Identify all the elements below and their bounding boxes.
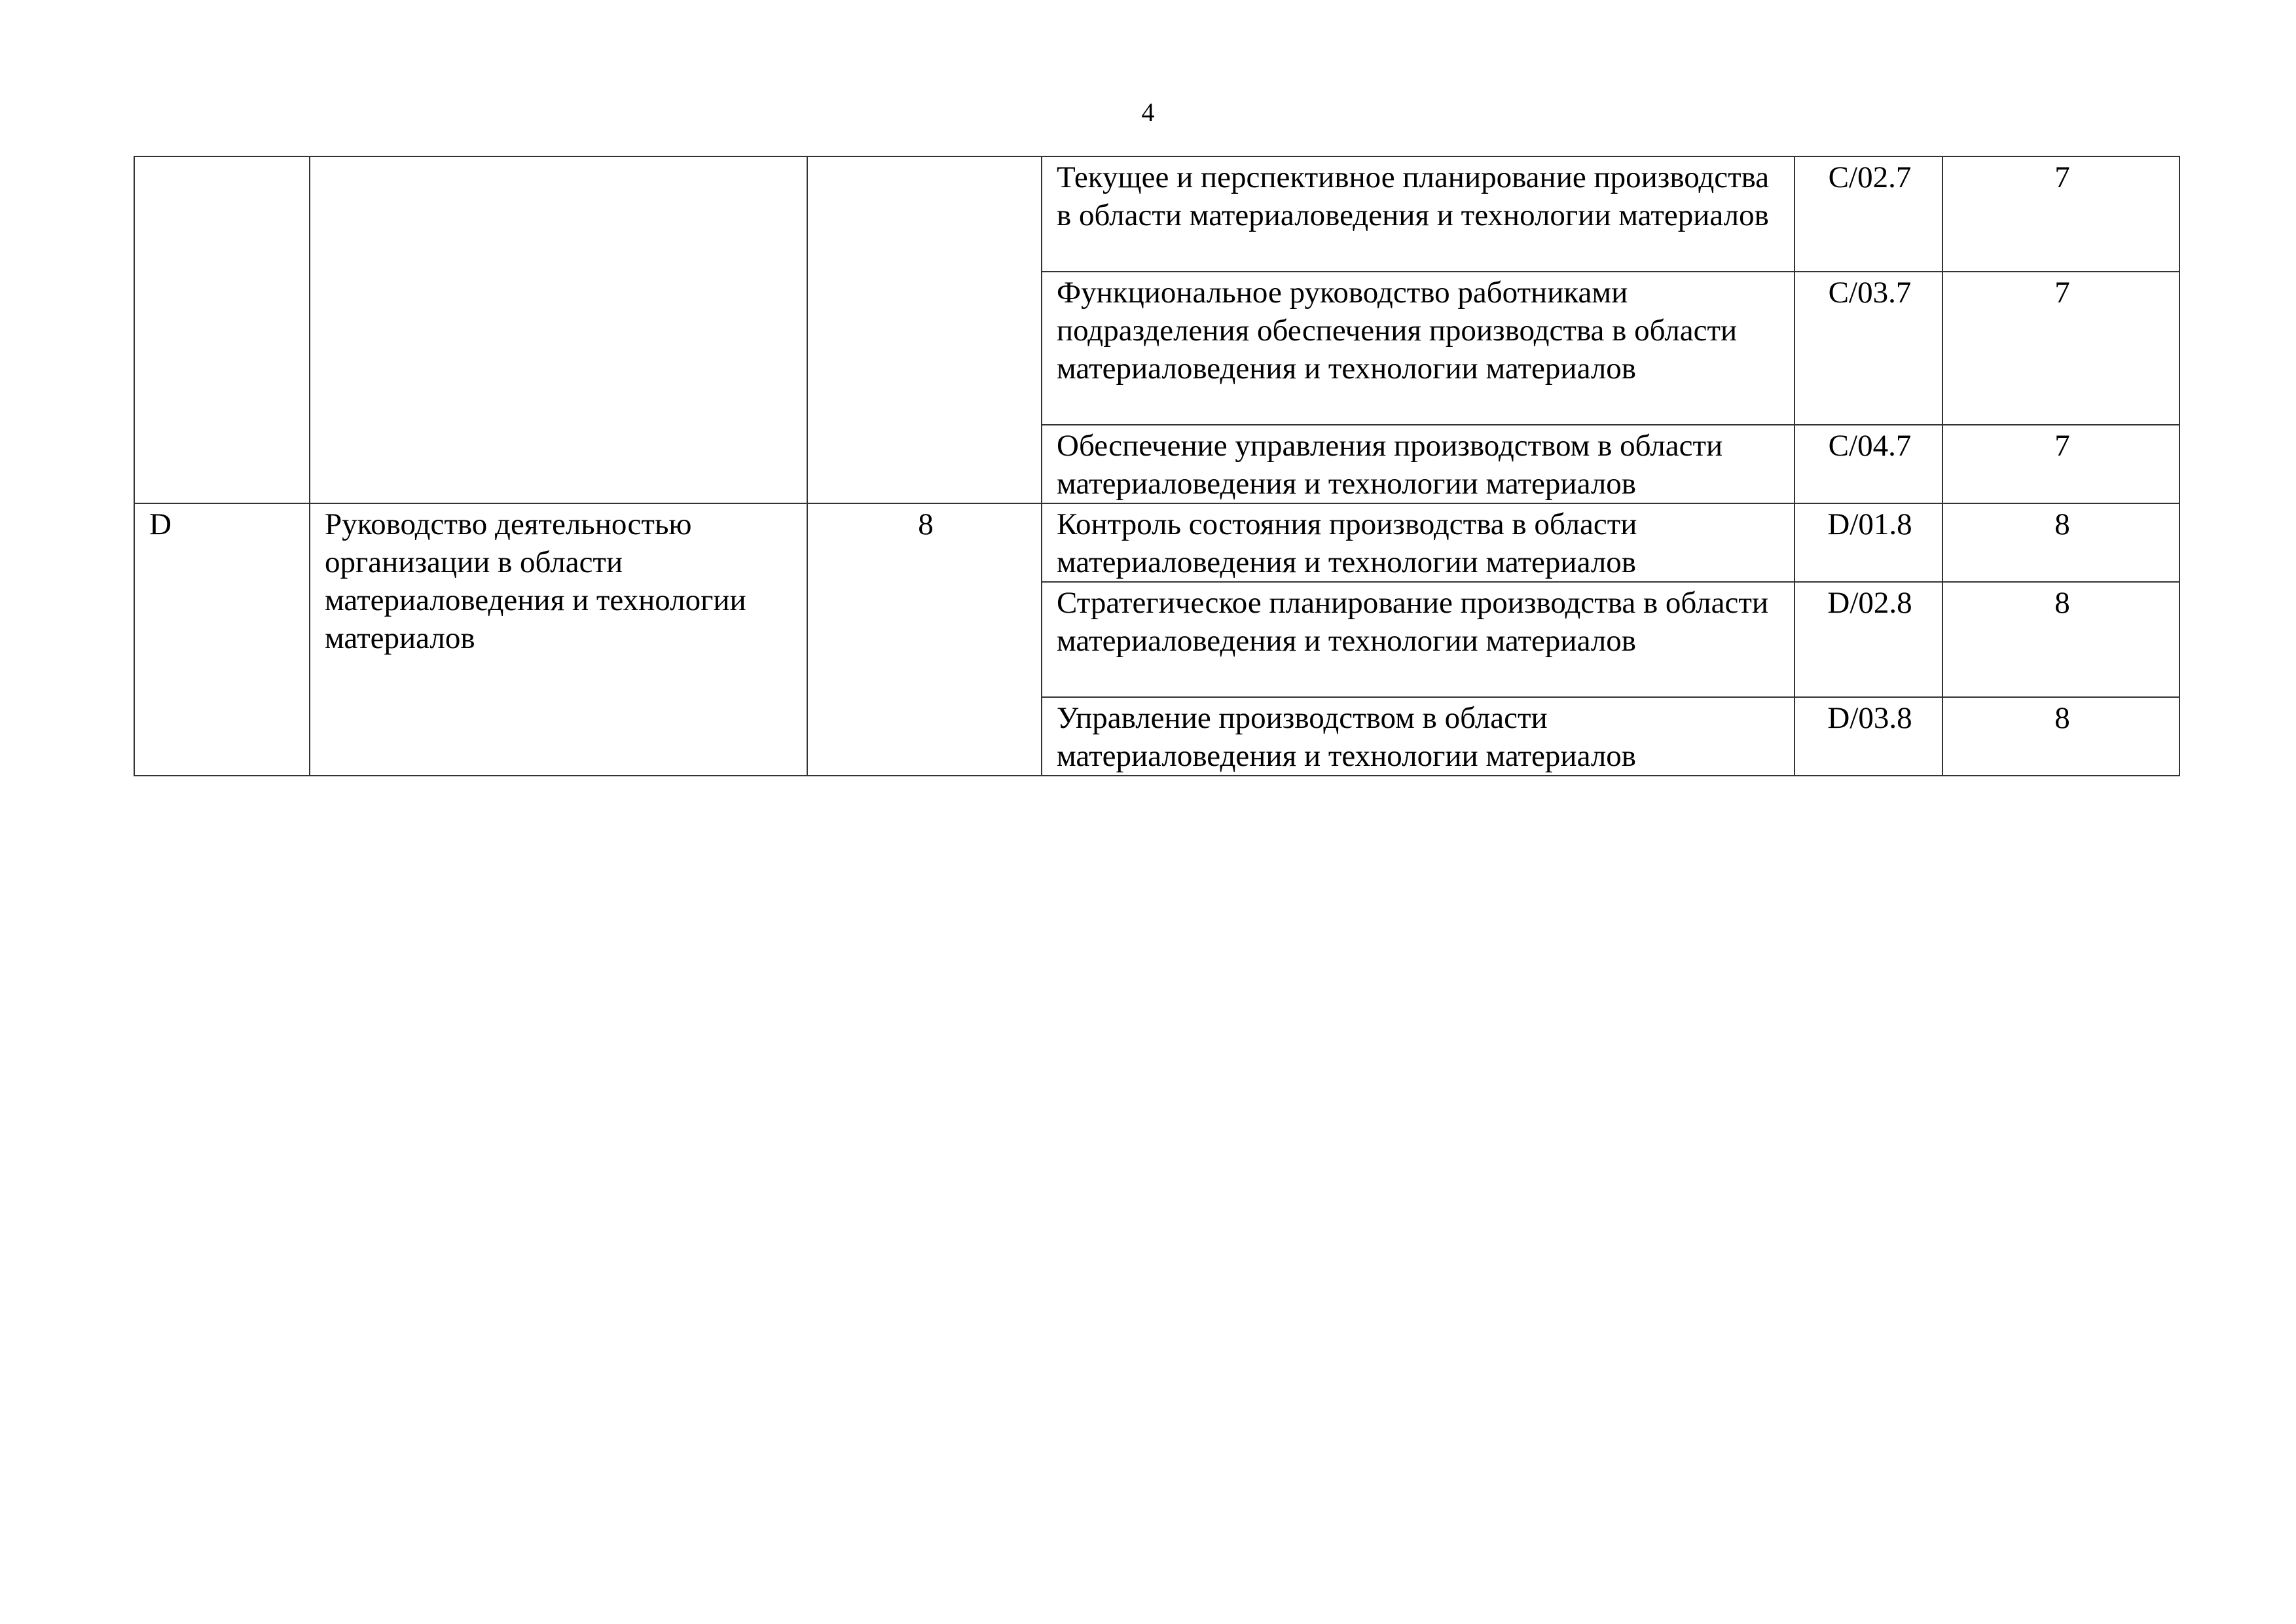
page-number: 4 bbox=[1141, 98, 1155, 127]
group-name-cell: Руководство деятельностью организации в области материаловедения и технологии материалов bbox=[310, 503, 807, 776]
function-level-cell: 8 bbox=[1942, 697, 2179, 776]
function-level-cell: 7 bbox=[1942, 272, 2179, 425]
function-level-cell: 8 bbox=[1942, 503, 2179, 582]
function-name-cell: Текущее и перспективное планирование производства в области материаловедения и технологии материалов bbox=[1042, 156, 1795, 272]
function-code-cell: C/02.7 bbox=[1795, 156, 1942, 272]
function-name-cell: Стратегическое планирование производства в области материаловедения и технологии материалов bbox=[1042, 582, 1795, 697]
labor-functions-table bbox=[134, 156, 2180, 776]
function-level-cell: 7 bbox=[1942, 425, 2179, 503]
function-level-cell: 8 bbox=[1942, 582, 2179, 697]
group-name-cell bbox=[310, 156, 807, 503]
function-name-cell: Управление производством в области материаловедения и технологии материалов bbox=[1042, 697, 1795, 776]
function-code-cell: C/03.7 bbox=[1795, 272, 1942, 425]
function-code-cell: D/03.8 bbox=[1795, 697, 1942, 776]
function-name-cell: Контроль состояния производства в области материаловедения и технологии материалов bbox=[1042, 503, 1795, 582]
function-code-cell: C/04.7 bbox=[1795, 425, 1942, 503]
function-code-cell: D/02.8 bbox=[1795, 582, 1942, 697]
function-name-cell: Функциональное руководство работниками подразделения обеспечения производства в области материаловедения и технологии материалов bbox=[1042, 272, 1795, 425]
group-code-cell: D bbox=[134, 503, 310, 776]
function-code-cell: D/01.8 bbox=[1795, 503, 1942, 582]
group-level-cell: 8 bbox=[807, 503, 1042, 776]
table-row bbox=[134, 156, 2179, 272]
group-level-cell bbox=[807, 156, 1042, 503]
group-code-cell bbox=[134, 156, 310, 503]
function-name-cell: Обеспечение управления производством в области материаловедения и технологии материалов bbox=[1042, 425, 1795, 503]
table-row bbox=[134, 503, 2179, 582]
function-level-cell: 7 bbox=[1942, 156, 2179, 272]
